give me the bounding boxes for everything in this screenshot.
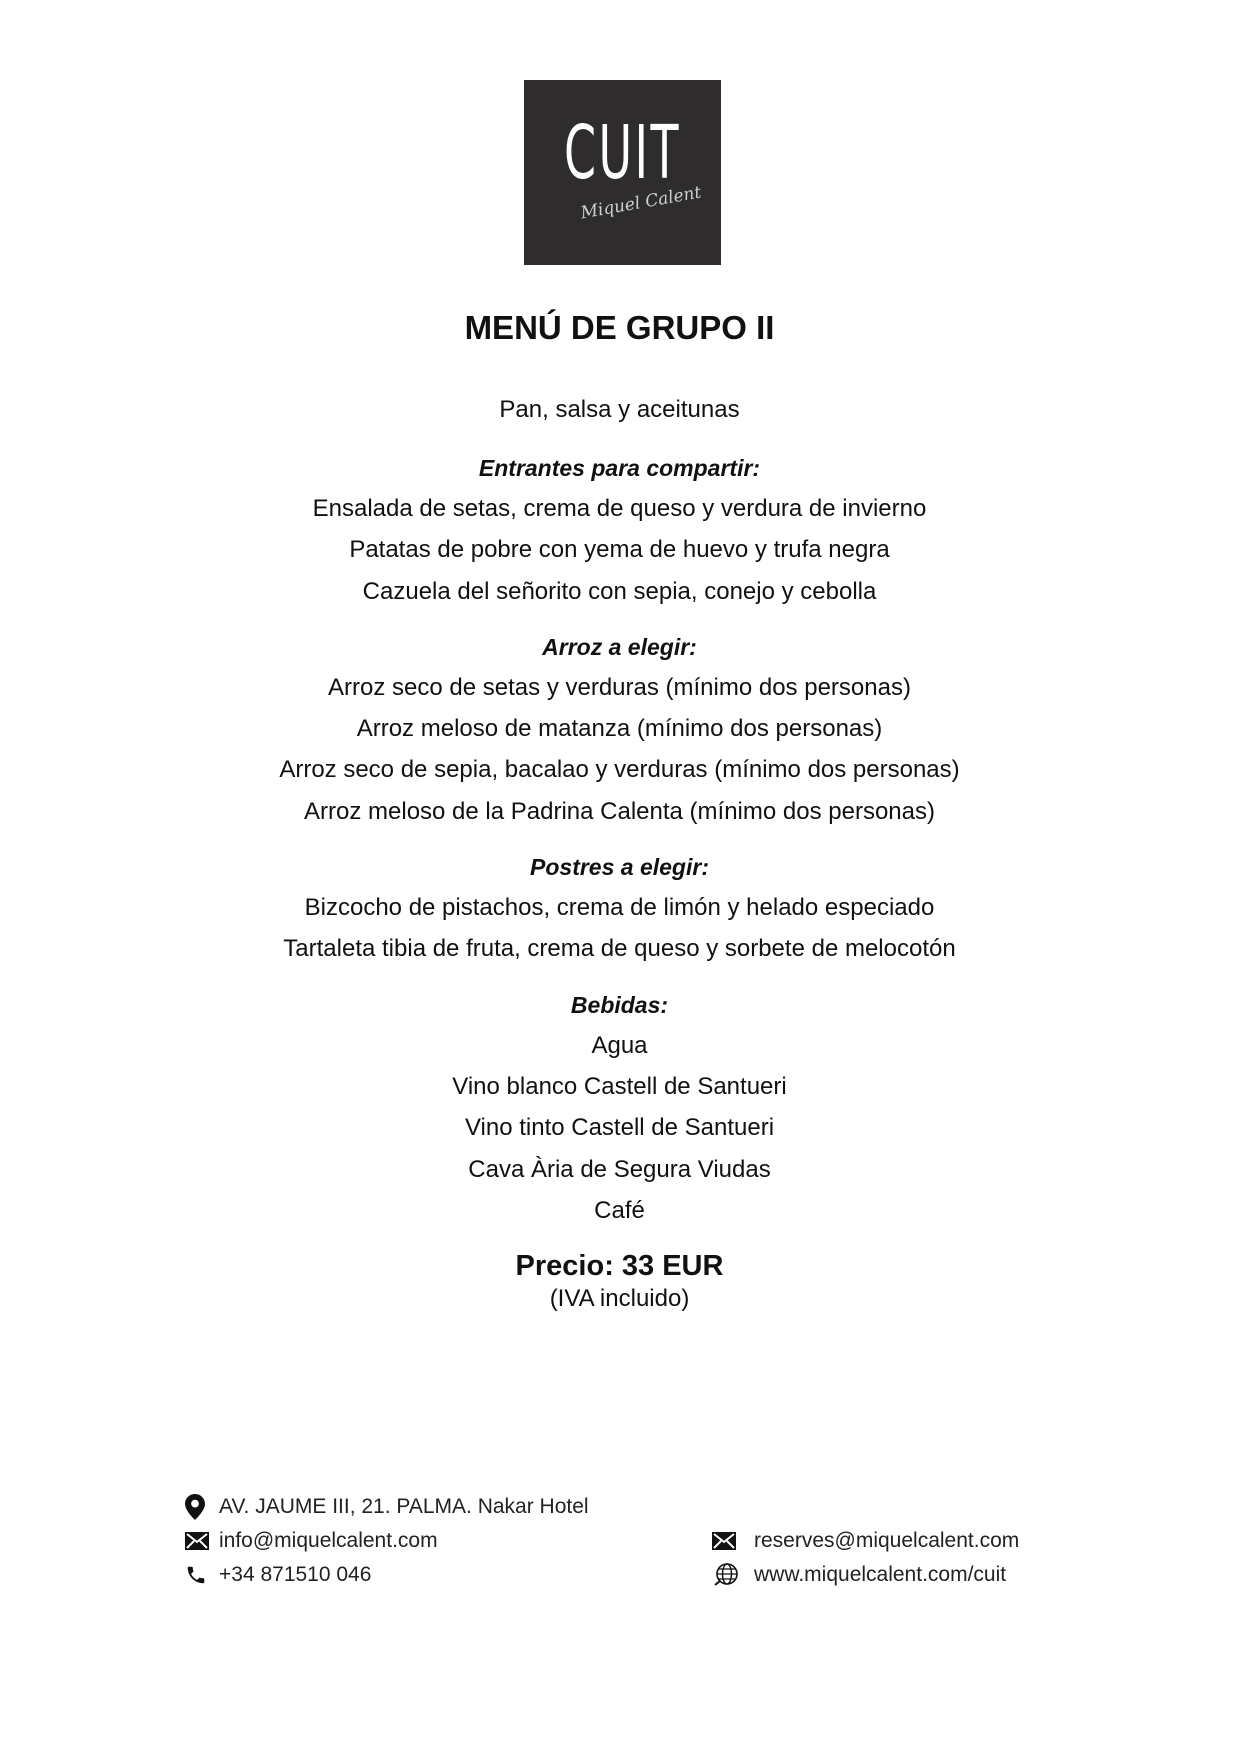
menu-item: Vino blanco Castell de Santueri — [452, 1072, 787, 1100]
contact-left — [185, 1490, 589, 1592]
menu-item: Arroz seco de sepia, bacalao y verduras (mínimo dos personas) — [279, 756, 960, 784]
menu-item: Cazuela del señorito con sepia, conejo y cebolla — [362, 577, 877, 605]
price-block — [0, 1248, 1239, 1314]
address-text: AV. JAUME III, 21. PALMA. Nakar Hotel — [219, 1495, 589, 1518]
contact-right — [712, 1524, 1019, 1592]
address-row — [185, 1490, 589, 1524]
section-arroz — [0, 627, 1239, 832]
menu-item: Cava Ària de Segura Viudas — [468, 1155, 771, 1183]
envelope-icon — [185, 1528, 219, 1554]
website-row — [712, 1558, 1019, 1592]
menu-item: Patatas de pobre con yema de huevo y trufa negra — [349, 536, 890, 564]
section-title: Postres a elegir: — [530, 854, 709, 881]
menu-item: Arroz meloso de matanza (mínimo dos personas) — [356, 715, 883, 743]
website-link[interactable]: www.miquelcalent.com/cuit — [754, 1563, 1007, 1586]
phone-text[interactable]: +34 871510 046 — [219, 1563, 372, 1586]
email-info-link[interactable]: info@miquelcalent.com — [219, 1529, 438, 1552]
envelope-icon — [712, 1528, 754, 1554]
menu-item: Café — [594, 1196, 645, 1224]
section-postres — [0, 847, 1239, 970]
logo-signature: Miquel Calent — [579, 182, 703, 224]
location-pin-icon — [185, 1494, 219, 1520]
cuit-logo — [524, 80, 721, 265]
section-title: Arroz a elegir: — [542, 633, 697, 660]
email-reserves-row — [712, 1524, 1019, 1558]
menu-item: Vino tinto Castell de Santueri — [464, 1114, 775, 1142]
menu-content — [0, 390, 1239, 1314]
menu-item: Ensalada de setas, crema de queso y verdura de invierno — [312, 495, 927, 522]
price-note: (IVA incluido) — [549, 1285, 690, 1313]
menu-item: Agua — [591, 1031, 648, 1059]
email-reserves-link[interactable]: reserves@miquelcalent.com — [754, 1529, 1020, 1552]
menu-item: Arroz seco de setas y verduras (mínimo dos personas) — [328, 673, 911, 701]
phone-icon — [185, 1562, 219, 1588]
logo-wordmark: CUIT — [563, 110, 682, 196]
menu-item: Tartaleta tibia de fruta, crema de queso y sorbete de melocotón — [283, 935, 956, 963]
section-entrantes — [0, 448, 1239, 612]
section-bebidas — [0, 985, 1239, 1231]
email-info-row — [185, 1524, 589, 1558]
intro-line: Pan, salsa y aceitunas — [499, 396, 740, 423]
section-title: Entrantes para compartir: — [478, 455, 761, 481]
menu-item: Bizcocho de pistachos, crema de limón y helado especiado — [304, 894, 935, 922]
globe-icon — [712, 1562, 754, 1588]
menu-item: Arroz meloso de la Padrina Calenta (mínimo dos personas) — [304, 797, 935, 825]
price-label: Precio: 33 EUR — [515, 1250, 724, 1283]
section-title: Bebidas: — [570, 991, 669, 1018]
menu-title: MENÚ DE GRUPO II — [464, 309, 775, 346]
phone-row — [185, 1558, 589, 1592]
